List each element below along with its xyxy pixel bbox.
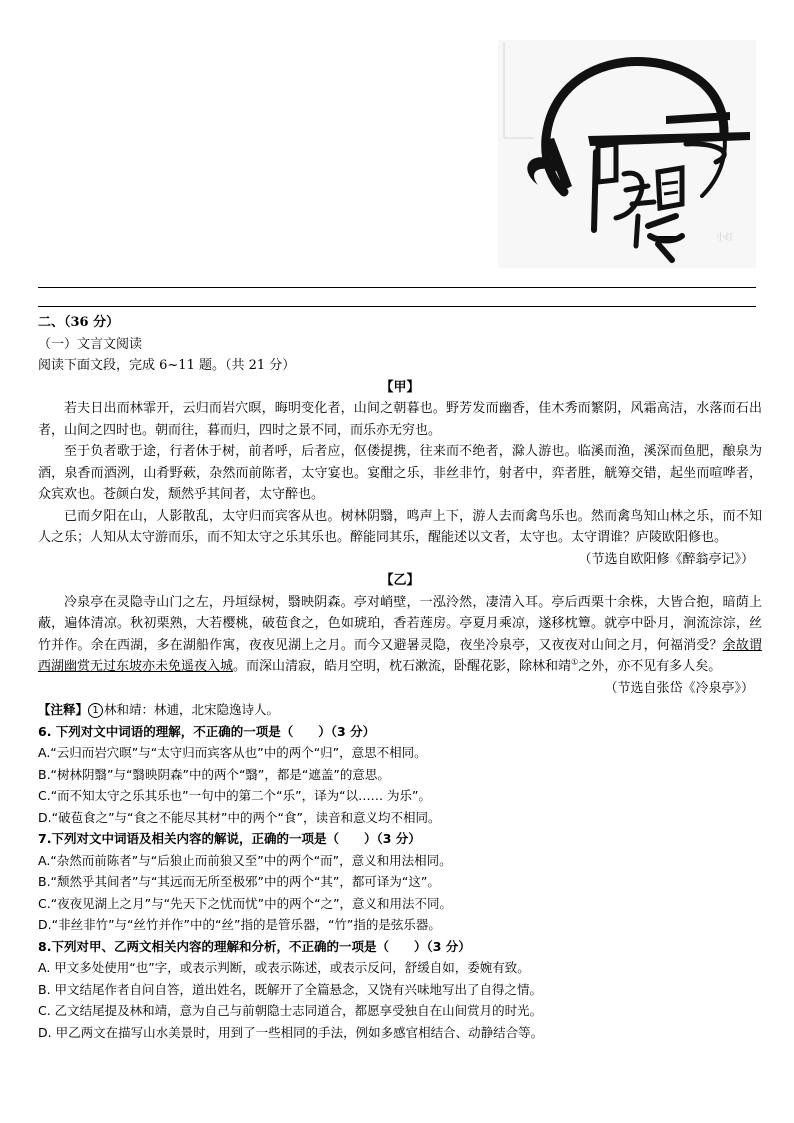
subsection-title: （一）文言文阅读 [38,336,143,352]
section-header: 二、（36 分） [38,315,120,330]
question-option: A.“云归而岩穴暝”与“太守归而宾客从也”中的两个“归”，意思不相同。 [38,745,427,760]
passage-yi-paragraph [38,592,762,678]
passage-jia-source: （节选自欧阳修《醉翁亭记》） [578,551,754,567]
question-option: C.“而不知太守之乐其乐也”一句中的第二个“乐”，译为“以…… 为乐”。 [38,788,432,803]
annotation [38,699,762,721]
question-option: C.“夜夜见湖上之月”与“先天下之忧而忧”中的两个“之”，意义和用法不同。 [38,895,453,911]
passage-yi-text: 冷泉亭在灵隐寺山门之左，丹垣绿树，翳映阴森。亭对峭壁，一泓泠然，凄清入耳。亭后西栗十余株，大皆合抱，暗荫上蔽，遍体清凉。秋初栗熟，大若樱桃，破苞食之，色如琥珀，香若莲房。亭夏月乘凉，遂移枕簟。就亭中卧月，涧流淙淙，丝竹并作。余在西湖，多在湖船作寓，夜夜见湖上之月。而今又避暑灵隐，夜坐冷泉亭，又夜夜对山间之月，何福消受？ [38,594,762,653]
passage-yi-heading: 【乙】 [380,573,420,588]
question-option: B.“树林阴翳”与“翳映阴森”中的两个“翳”，都是“遮盖”的意思。 [38,766,390,782]
annotation-label: 【注释】 [38,702,89,717]
question-option: B. 甲文结尾作者自问自答，道出姓名，既解开了全篇悬念，又饶有兴味地写出了自得之情。 [38,981,543,997]
underlined-sentence: 余故谓西湖幽赏无过东坡亦未免遥夜入城 [38,637,762,674]
exam-document [38,312,762,1043]
question-option: D.“破苞食之”与“食之不能尽其材”中的两个“食”，读音和意义均不相同。 [38,809,441,825]
question-option: A.“杂然而前陈者”与“后狼止而前狼又至”中的两个“而”，意义和用法相同。 [38,852,452,868]
question-stem: 8.下列对甲、乙两文相关内容的理解和分析，不正确的一项是（ ）（3 分） [38,938,471,954]
question-stem: 7.下列对文中词语及相关内容的解说，正确的一项是（ ）（3 分） [38,831,421,846]
divider-line [38,287,756,288]
question-option: D.“非丝非竹”与“丝竹并作”中的“丝”指的是管乐器，“竹”指的是弦乐器。 [38,917,441,932]
footnote-marker: ① [571,657,579,667]
question-option: C. 乙文结尾提及林和靖，意为自己与前朝隐士志同道合，都愿享受独自在山间赏月的时光。 [38,1003,543,1018]
instruction-text: 阅读下面文段，完成 6~11 题。（共 21 分） [38,358,296,373]
passage-jia-paragraph: 至于负者歌于途，行者休于树，前者呼，后者应，伛偻提携，往来而不绝者，滁人游也。临溪而渔，溪深而鱼肥，酿泉为酒，泉香而酒洌，山肴野蔌，杂然而前陈者，太守宴也。宴酣之乐，非丝非竹，射者中，弈者胜，觥筹交错，起坐而喧哗者，众宾欢也。苍颜白发，颓然乎其间者，太守醉也。 [38,444,762,502]
passage-jia-paragraph: 若夫日出而林霏开，云归而岩穴暝，晦明变化者，山间之朝暮也。野芳发而幽香，佳木秀而繁阴，风霜高洁，水落而石出者，山间之四时也。朝而往，暮而归，四时之景不同，而乐亦无穷也。 [38,401,762,438]
divider-line [38,306,756,307]
annotation-text: 林和靖：林逋，北宋隐逸诗人。 [104,702,280,717]
logo-caption: 小红 [716,233,735,243]
passage-yi-source: （节选自张岱《冷泉亭》） [604,680,754,696]
passage-yi-text: 。而深山清寂，皓月空明，枕石漱流，卧醒花影，除林和靖 [233,659,572,674]
question-option: A. 甲文多处使用“也”字，或表示判断，或表示陈述，或表示反问，舒缓自如，委婉有致。 [38,960,530,975]
question-option: B.“颓然乎其间者”与“其远而无所至极邪”中的两个“其”，都可译为“这”。 [38,874,440,889]
question-stem: 6. 下列对文中词语的理解，不正确的一项是（ ）（3 分） [38,723,376,739]
passage-yi-text: 之外，亦不见有多人矣。 [578,659,722,674]
logo-image [498,40,756,268]
passage-jia-paragraph: 已而夕阳在山，人影散乱，太守归而宾客从也。树林阴翳，鸣声上下，游人去而禽鸟乐也。然而禽鸟知山林之乐，而不知人之乐；人知从太守游而乐，而不知太守之乐其乐也。醉能同其乐，醒能述以文者，太守也。太守谓谁？庐陵欧阳修也。 [38,508,762,545]
annotation-number: 1 [88,703,103,718]
passage-jia-heading: 【甲】 [380,379,420,395]
calligraphy-logo-icon [498,40,756,268]
question-option: D. 甲乙两文在描写山水美景时，用到了一些相同的手法，例如多感官相结合、动静结合等。 [38,1024,544,1040]
